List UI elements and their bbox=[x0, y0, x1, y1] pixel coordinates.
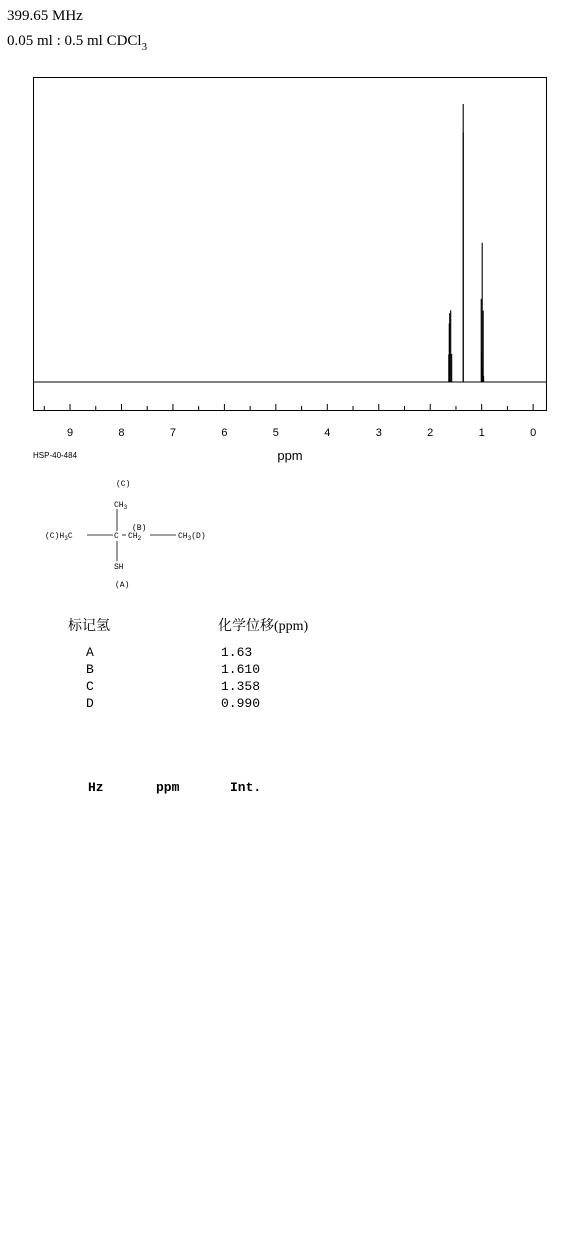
x-tick-label: 1 bbox=[478, 427, 485, 439]
frequency-label: 399.65 MHz bbox=[7, 8, 83, 24]
spectrum-peaks bbox=[449, 104, 484, 382]
col-header-shift: 化学位移(ppm) bbox=[218, 619, 309, 634]
sh-group: SH bbox=[114, 563, 124, 572]
assignment-label: D bbox=[86, 696, 94, 711]
ch3-top: $CH_3$ bbox=[114, 501, 128, 511]
sample-subscript: 3 bbox=[141, 41, 148, 53]
label-c-top: (C) bbox=[116, 480, 131, 489]
x-axis-tick-labels bbox=[67, 427, 536, 439]
nmr-spectrum-chart bbox=[0, 0, 570, 470]
molecule-structure bbox=[40, 475, 260, 595]
right-group: $CH_3(D)$ bbox=[178, 532, 206, 542]
spectrum-code: HSP-40-484 bbox=[33, 451, 78, 460]
col-header-label: 标记氢 bbox=[68, 619, 110, 634]
assignment-shift: 0.990 bbox=[221, 696, 261, 711]
label-b: (B) bbox=[132, 524, 147, 533]
plot-frame bbox=[34, 78, 547, 411]
peak-header-int: Int. bbox=[230, 780, 262, 795]
x-tick-label: 2 bbox=[427, 427, 434, 439]
peak-header-ppm: ppm bbox=[156, 780, 180, 795]
assignment-label: A bbox=[86, 645, 94, 660]
assignment-label: C bbox=[86, 679, 94, 694]
x-tick-label: 8 bbox=[118, 427, 125, 439]
x-axis-label: ppm bbox=[277, 448, 303, 463]
x-tick-label: 0 bbox=[530, 427, 537, 439]
x-axis-ticks bbox=[44, 404, 533, 410]
x-tick-label: 3 bbox=[375, 427, 382, 439]
center-carbon: C bbox=[114, 532, 119, 541]
x-tick-label: 4 bbox=[324, 427, 331, 439]
x-tick-label: 5 bbox=[272, 427, 279, 439]
x-tick-label: 7 bbox=[169, 427, 176, 439]
peak-header-hz: Hz bbox=[88, 780, 104, 795]
x-tick-label: 9 bbox=[66, 427, 74, 439]
assignment-label: B bbox=[86, 662, 94, 677]
x-tick-label: 6 bbox=[221, 427, 228, 439]
assignment-shift: 1.358 bbox=[221, 679, 261, 694]
ch2-group: $CH_2$ bbox=[128, 532, 142, 542]
assignment-shift: 1.610 bbox=[221, 662, 261, 677]
sample-prefix: 0.05 ml : 0.5 ml CDCl bbox=[7, 33, 142, 49]
label-a: (A) bbox=[115, 581, 130, 590]
assignment-shift: 1.63 bbox=[221, 645, 253, 660]
left-group: $(C)H_3C$ bbox=[45, 532, 73, 542]
